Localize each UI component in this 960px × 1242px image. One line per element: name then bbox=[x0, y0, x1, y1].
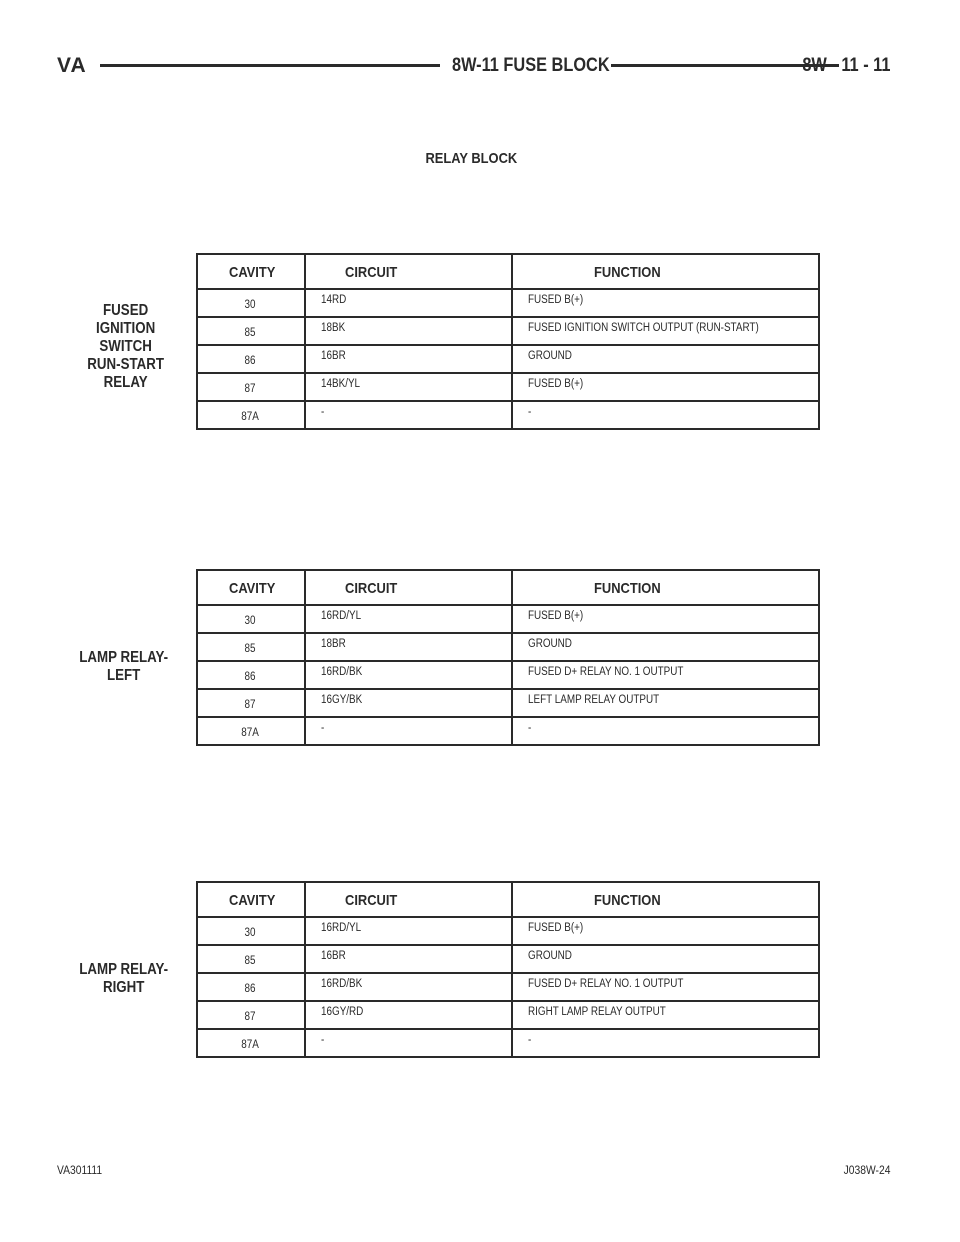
page-code: J038W-24 bbox=[843, 1163, 890, 1177]
cell-circuit: 18BK bbox=[321, 322, 346, 334]
cell-function: GROUND bbox=[528, 638, 572, 650]
cell-circuit: 16GY/RD bbox=[321, 1006, 364, 1018]
cell-cavity: 87 bbox=[244, 1011, 256, 1023]
relay-label-text: FUSED IGNITION SWITCH RUN-START RELAY bbox=[87, 302, 165, 391]
table-row bbox=[198, 318, 818, 346]
cell-cavity: 87 bbox=[244, 699, 256, 711]
cell-circuit: 16BR bbox=[321, 350, 346, 362]
header-left-text: VA bbox=[57, 54, 87, 77]
table-row bbox=[198, 374, 818, 402]
table-row bbox=[198, 946, 818, 974]
table-header bbox=[198, 883, 818, 918]
cell-circuit: 14RD bbox=[321, 294, 347, 306]
cell-function: GROUND bbox=[528, 350, 572, 362]
cell-circuit: 18BR bbox=[321, 638, 346, 650]
cell-circuit: 14BK/YL bbox=[321, 378, 361, 390]
page-header bbox=[57, 50, 890, 84]
header-cavity: CAVITY bbox=[229, 580, 276, 597]
relay-table-1 bbox=[196, 253, 820, 430]
cell-function: - bbox=[528, 406, 532, 418]
header-title: 8W-11 FUSE BLOCK bbox=[452, 55, 610, 76]
table-row bbox=[198, 918, 818, 946]
cell-cavity: 85 bbox=[244, 327, 256, 339]
relay-table-3 bbox=[196, 881, 820, 1058]
table-row bbox=[198, 634, 818, 662]
table-row bbox=[198, 346, 818, 374]
cell-function: RIGHT LAMP RELAY OUTPUT bbox=[528, 1006, 666, 1018]
section-title-text: RELAY BLOCK bbox=[425, 150, 517, 167]
cell-function: GROUND bbox=[528, 950, 572, 962]
cell-circuit: - bbox=[321, 722, 325, 734]
cell-cavity: 86 bbox=[244, 983, 256, 995]
header-circuit: CIRCUIT bbox=[345, 892, 398, 909]
relay-label-text: LAMP RELAY- RIGHT bbox=[79, 961, 169, 996]
cell-circuit: 16RD/YL bbox=[321, 922, 362, 934]
section-title bbox=[0, 150, 942, 167]
header-function: FUNCTION bbox=[594, 264, 661, 281]
relay-label-text: LAMP RELAY- LEFT bbox=[79, 649, 169, 684]
header-page-number: 8W - 11 - 11 bbox=[801, 55, 890, 76]
header-rule-left bbox=[100, 64, 440, 67]
cell-function: - bbox=[528, 1034, 532, 1046]
figure-id: VA301111 bbox=[57, 1163, 103, 1177]
cell-cavity: 85 bbox=[244, 643, 256, 655]
relay-label-3 bbox=[44, 943, 204, 997]
table-header bbox=[198, 255, 818, 290]
table-row bbox=[198, 974, 818, 1002]
cell-function: FUSED B(+) bbox=[528, 294, 584, 306]
header-circuit: CIRCUIT bbox=[345, 580, 398, 597]
table-row bbox=[198, 690, 818, 718]
header-cavity: CAVITY bbox=[229, 892, 276, 909]
cell-cavity: 86 bbox=[244, 671, 256, 683]
cell-cavity: 30 bbox=[244, 299, 256, 311]
cell-function: FUSED IGNITION SWITCH OUTPUT (RUN-START) bbox=[528, 322, 759, 334]
cell-cavity: 87A bbox=[241, 411, 259, 423]
table-row bbox=[198, 718, 818, 744]
cell-circuit: 16RD/YL bbox=[321, 610, 362, 622]
cell-function: FUSED B(+) bbox=[528, 610, 584, 622]
cell-function: FUSED D+ RELAY NO. 1 OUTPUT bbox=[528, 978, 684, 990]
cell-circuit: - bbox=[321, 406, 325, 418]
header-function: FUNCTION bbox=[594, 580, 661, 597]
cell-cavity: 87A bbox=[241, 1039, 259, 1051]
cell-circuit: 16RD/BK bbox=[321, 978, 363, 990]
cell-function: LEFT LAMP RELAY OUTPUT bbox=[528, 694, 660, 706]
table-row bbox=[198, 290, 818, 318]
cell-cavity: 30 bbox=[244, 615, 256, 627]
table-row bbox=[198, 1030, 818, 1056]
relay-table-2 bbox=[196, 569, 820, 746]
cell-cavity: 87 bbox=[244, 383, 256, 395]
cell-circuit: 16BR bbox=[321, 950, 346, 962]
cell-cavity: 85 bbox=[244, 955, 256, 967]
cell-function: - bbox=[528, 722, 532, 734]
cell-cavity: 87A bbox=[241, 727, 259, 739]
cell-function: FUSED B(+) bbox=[528, 922, 584, 934]
table-header bbox=[198, 571, 818, 606]
cell-cavity: 30 bbox=[244, 927, 256, 939]
table-row bbox=[198, 402, 818, 428]
header-circuit: CIRCUIT bbox=[345, 264, 398, 281]
relay-label-2 bbox=[44, 631, 204, 685]
cell-function: FUSED B(+) bbox=[528, 378, 584, 390]
header-function: FUNCTION bbox=[594, 892, 661, 909]
cell-cavity: 86 bbox=[244, 355, 256, 367]
cell-function: FUSED D+ RELAY NO. 1 OUTPUT bbox=[528, 666, 684, 678]
cell-circuit: 16RD/BK bbox=[321, 666, 363, 678]
table-row bbox=[198, 1002, 818, 1030]
cell-circuit: - bbox=[321, 1034, 325, 1046]
table-row bbox=[198, 662, 818, 690]
header-cavity: CAVITY bbox=[229, 264, 276, 281]
table-row bbox=[198, 606, 818, 634]
relay-label-1 bbox=[46, 284, 206, 392]
cell-circuit: 16GY/BK bbox=[321, 694, 363, 706]
